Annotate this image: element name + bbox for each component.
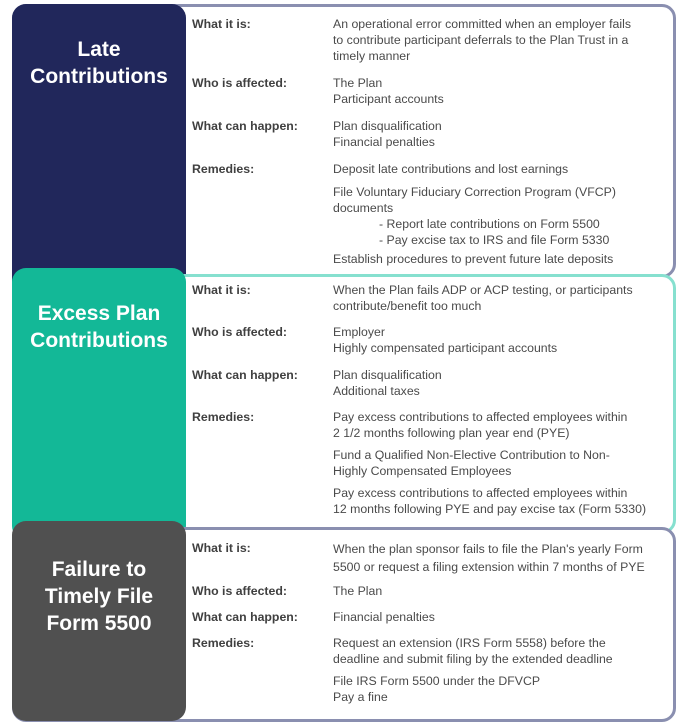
remedy-item: Deposit late contributions and lost earnings — [333, 162, 569, 176]
section-title-line: Excess Plan — [37, 302, 161, 325]
remedy-item: Pay a fine — [333, 690, 388, 704]
text-line: 5500 or request a filing extension within 7 months of PYE — [333, 560, 645, 574]
remedy-item: Establish procedures to prevent future late deposits — [333, 252, 614, 266]
remedy-item: 2 1/2 months following plan year end (PYE) — [333, 426, 570, 440]
remedy-item: Pay excess contributions to affected employees within — [333, 410, 628, 424]
remedy-item: Pay excess contributions to affected employees within — [333, 486, 628, 500]
remedy-item: Request an extension (IRS Form 5558) before the — [333, 636, 606, 650]
remedies-label: Remedies: — [192, 410, 255, 424]
remedy-item: deadline and submit filing by the extended deadline — [333, 652, 613, 666]
section-title-line: Failure to — [51, 558, 147, 581]
who-is-affected-label: Who is affected: — [192, 584, 287, 598]
late-contributions-tab — [12, 4, 186, 304]
text-line: Highly compensated participant accounts — [333, 341, 558, 355]
text-line: timely manner — [333, 49, 411, 63]
text-line: Plan disqualification — [333, 119, 442, 133]
what-it-is-label: What it is: — [192, 17, 251, 31]
section-title-line: Form 5500 — [46, 612, 152, 635]
what-can-happen-label: What can happen: — [192, 368, 298, 382]
text-line: contribute/benefit too much — [333, 299, 482, 313]
text-line: When the Plan fails ADP or ACP testing, or participants — [333, 283, 633, 297]
remedy-item: Highly Compensated Employees — [333, 464, 512, 478]
remedies-label: Remedies: — [192, 636, 255, 650]
text-line: Employer — [333, 325, 385, 339]
text-line: Participant accounts — [333, 92, 444, 106]
section-title-line: Late — [77, 38, 121, 61]
remedy-item: File IRS Form 5500 under the DFVCP — [333, 674, 541, 688]
remedies-label: Remedies: — [192, 162, 255, 176]
excess-contributions-tab — [12, 268, 186, 540]
what-it-is-label: What it is: — [192, 283, 251, 297]
text-line: Financial penalties — [333, 135, 435, 149]
remedy-item: documents — [333, 201, 394, 215]
text-line: When the plan sponsor fails to file the Plan's yearly Form — [333, 542, 643, 556]
what-it-is-label: What it is: — [192, 541, 251, 555]
text-line: Plan disqualification — [333, 368, 442, 382]
remedy-subitem: - Report late contributions on Form 5500 — [379, 217, 600, 231]
text-line: The Plan — [333, 584, 383, 598]
text-line: Financial penalties — [333, 610, 435, 624]
section-title-line: Contributions — [30, 65, 168, 88]
text-line: to contribute participant deferrals to the Plan Trust in a — [333, 33, 629, 47]
section-title-line: Timely File — [44, 585, 154, 608]
text-line: An operational error committed when an employer fails — [333, 17, 632, 31]
text-line: The Plan — [333, 76, 383, 90]
who-is-affected-label: Who is affected: — [192, 76, 287, 90]
who-is-affected-label: Who is affected: — [192, 325, 287, 339]
remedy-item: Fund a Qualified Non-Elective Contribution to Non- — [333, 448, 610, 462]
remedy-item: 12 months following PYE and pay excise tax (Form 5330) — [333, 502, 647, 516]
remedy-item: File Voluntary Fiduciary Correction Program (VFCP) — [333, 185, 616, 199]
form-5500-tab — [12, 521, 186, 721]
text-line: Additional taxes — [333, 384, 420, 398]
what-can-happen-label: What can happen: — [192, 610, 298, 624]
what-can-happen-label: What can happen: — [192, 119, 298, 133]
section-title-line: Contributions — [30, 329, 168, 352]
remedy-subitem: - Pay excise tax to IRS and file Form 5330 — [379, 233, 610, 247]
